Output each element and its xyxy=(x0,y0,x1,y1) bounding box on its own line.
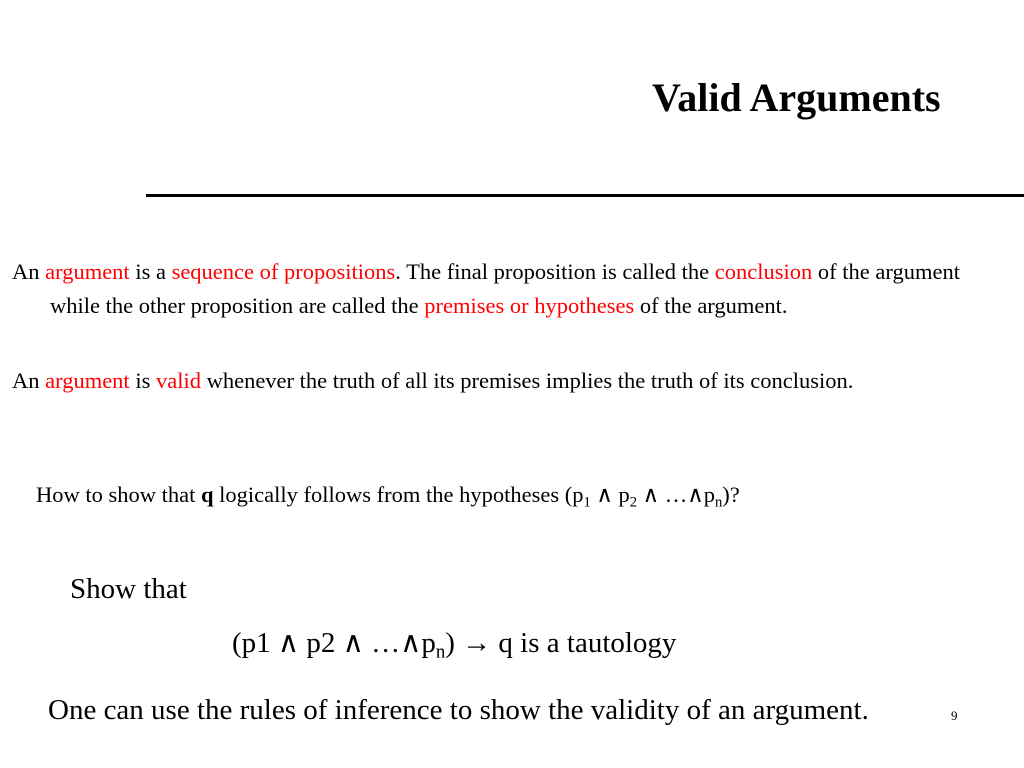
slide-title: Valid Arguments xyxy=(652,75,941,120)
p1-text-2: is a xyxy=(129,259,172,284)
definition-valid xyxy=(12,364,960,398)
term-conclusion: conclusion xyxy=(714,259,813,284)
q-sub-1: 1 xyxy=(583,494,591,511)
q-text-3: ∧ p xyxy=(590,482,630,507)
q-text-1: How to show that xyxy=(36,482,201,507)
q-text-4: ∧ …∧p xyxy=(637,482,715,507)
formula-text-2: ) → q is a tautology xyxy=(445,627,677,659)
q-text-2: logically follows from the hypotheses (p xyxy=(213,482,584,507)
question-line xyxy=(36,482,740,511)
tautology-formula xyxy=(232,625,677,663)
q-sub-n: n xyxy=(714,494,723,511)
slide-number: 9 xyxy=(951,708,958,723)
term-sequence: sequence of propositions xyxy=(171,259,396,284)
term-argument-2: argument xyxy=(45,368,130,393)
title-rule xyxy=(146,194,1024,197)
q-sub-2: 2 xyxy=(629,494,638,511)
q-text-5: )? xyxy=(722,482,740,507)
p2-text-2: is xyxy=(129,368,156,393)
show-that: Show that xyxy=(70,573,187,605)
p1-text-3: . The final proposition is called the xyxy=(395,259,715,284)
p2-text-3: whenever the truth of all its premises implies the truth of its conclusion. xyxy=(200,368,854,393)
formula-text-1: (p1 ∧ p2 ∧ …∧p xyxy=(232,627,436,659)
q-symbol: q xyxy=(201,482,214,507)
term-argument: argument xyxy=(45,259,130,284)
p1-text-1: An xyxy=(12,259,46,284)
term-valid: valid xyxy=(155,368,201,393)
p1-text-4: of the argument while the other proposition are called the xyxy=(50,259,960,318)
p1-text-5: of the argument. xyxy=(634,293,788,318)
definition-argument xyxy=(12,255,960,323)
closing-statement: One can use the rules of inference to show the validity of an argument. xyxy=(48,694,869,726)
term-premises: premises or hypotheses xyxy=(424,293,635,318)
formula-sub-n: n xyxy=(435,641,446,663)
p2-text-1: An xyxy=(12,368,46,393)
